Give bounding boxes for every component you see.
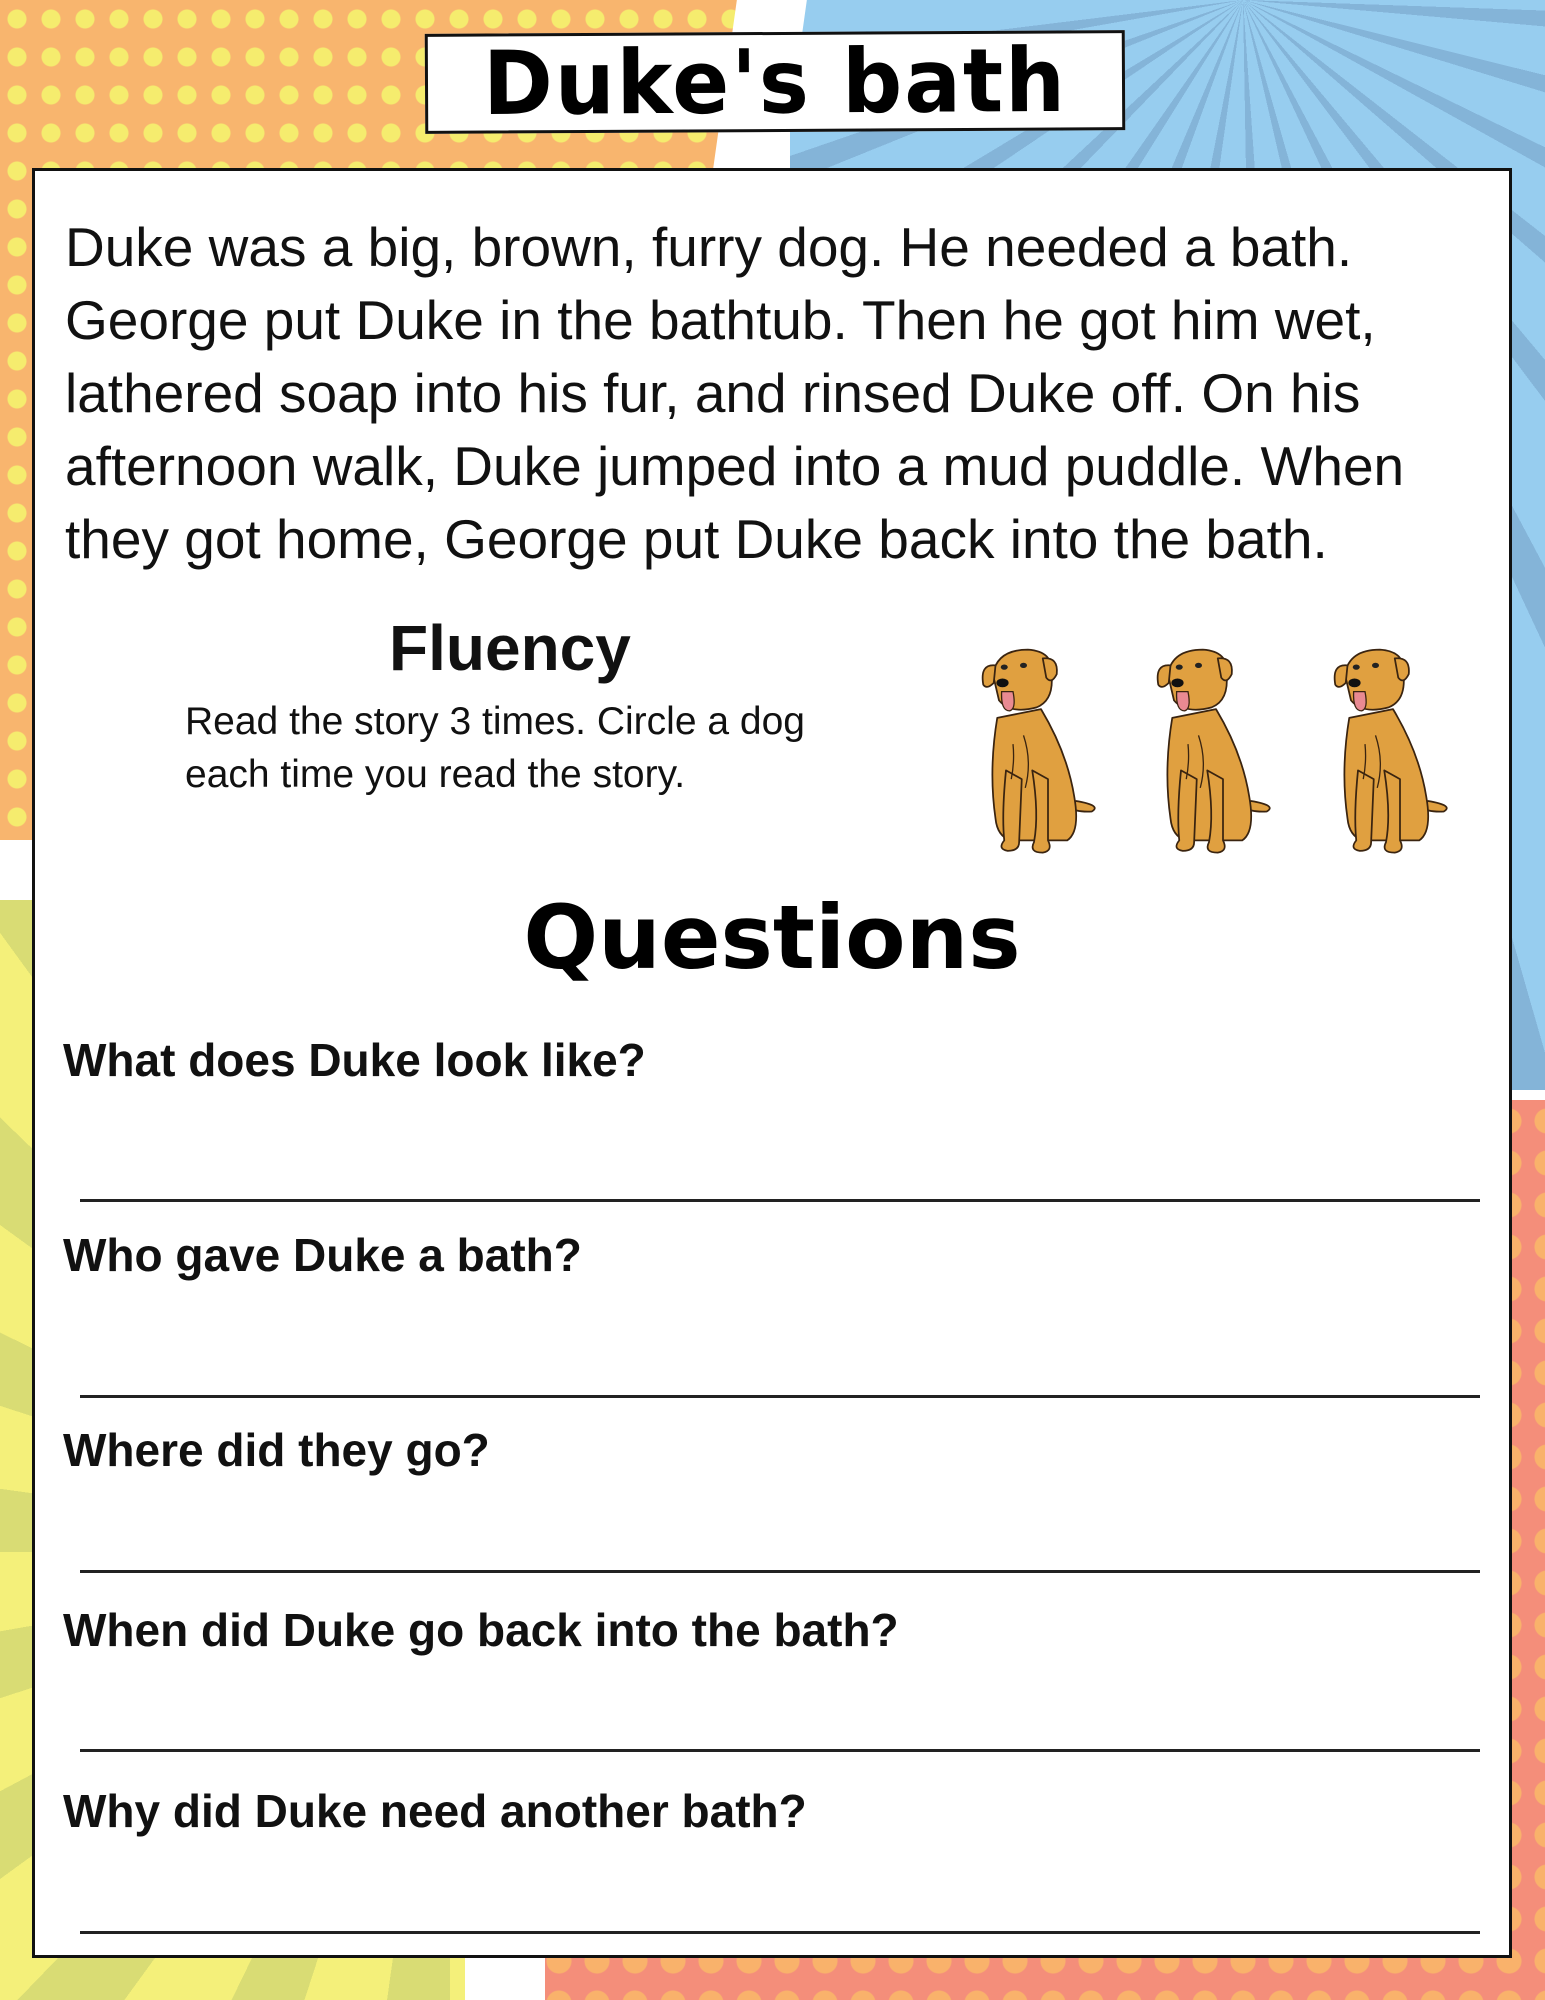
page-title: Duke's bath (482, 29, 1068, 135)
fluency-instructions: Read the story 3 times. Circle a dog each time you read the story. (185, 700, 805, 796)
dog-image-1[interactable] (971, 626, 1111, 871)
question-3: Where did they go? (63, 1424, 490, 1476)
question-1: What does Duke look like? (63, 1034, 646, 1086)
fluency-heading: Fluency (389, 612, 631, 684)
question-5: Why did Duke need another bath? (63, 1785, 807, 1837)
question-2: Who gave Duke a bath? (63, 1229, 582, 1281)
title-box (425, 30, 1126, 134)
dog-image-2[interactable] (1146, 626, 1286, 871)
dog-image-3[interactable] (1323, 626, 1463, 871)
question-4: When did Duke go back into the bath? (63, 1604, 899, 1656)
answer-line-1[interactable] (80, 1199, 1480, 1202)
story-text: Duke was a big, brown, furry dog. He needed a bath. George put Duke in the bathtub. Then he got him wet, lathered soap into his fur, and rinsed Duke off. On his afternoon walk, Duke jumped into a mud puddle. When they got home, George put Duke back into the bath. (65, 216, 1405, 570)
answer-line-4[interactable] (80, 1749, 1480, 1752)
questions-heading: Questions (523, 886, 1021, 989)
answer-line-3[interactable] (80, 1570, 1480, 1573)
worksheet-panel (32, 168, 1512, 1958)
answer-line-5[interactable] (80, 1931, 1480, 1934)
answer-line-2[interactable] (80, 1395, 1480, 1398)
